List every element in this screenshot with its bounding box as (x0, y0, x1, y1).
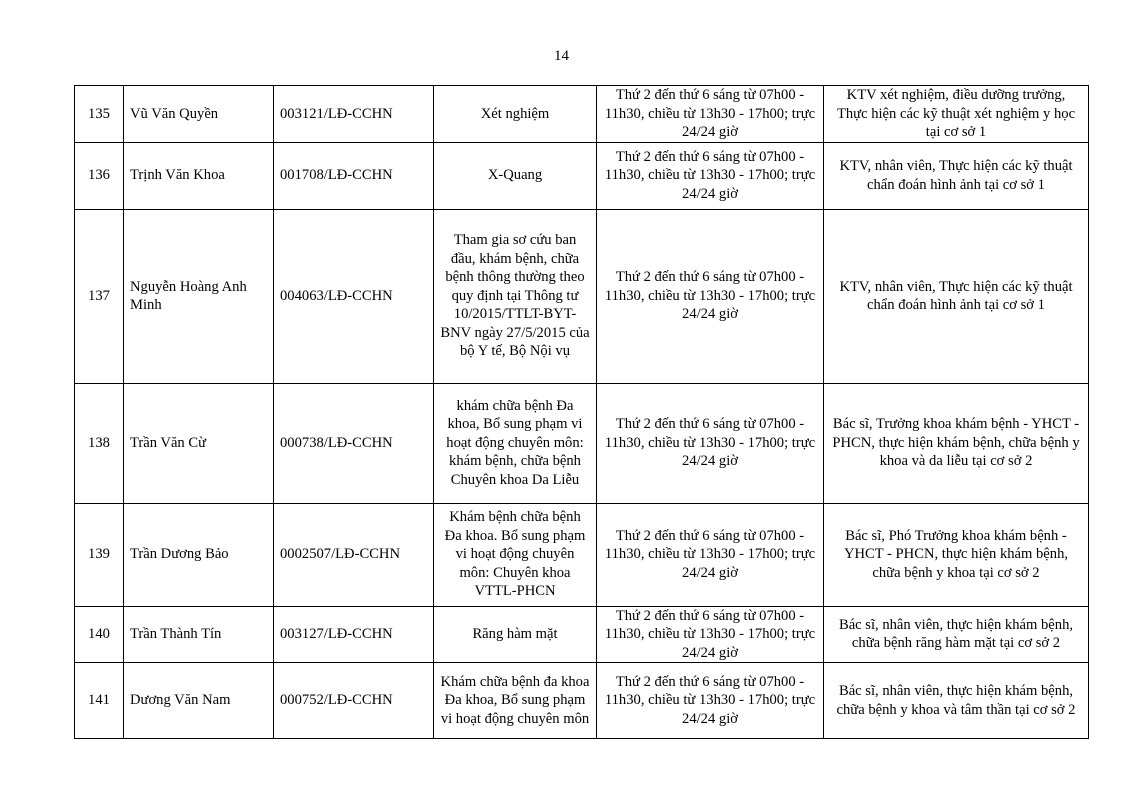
working-hours: Thứ 2 đến thứ 6 sáng từ 07h00 - 11h30, chiều từ 13h30 - 17h00; trực 24/24 giờ (597, 663, 824, 739)
working-hours: Thứ 2 đến thứ 6 sáng từ 07h00 - 11h30, chiều từ 13h30 - 17h00; trực 24/24 giờ (597, 142, 824, 209)
position-role: Bác sĩ, Phó Trưởng khoa khám bệnh - YHCT - PHCN, thực hiện khám bệnh, chữa bệnh y khoa tại cơ sở 2 (824, 503, 1089, 606)
table-row (75, 86, 1089, 143)
position-role: KTV xét nghiệm, điều dưỡng trưởng, Thực hiện các kỹ thuật xét nghiệm y học tại cơ sở 1 (824, 86, 1089, 143)
certificate-number: 000752/LĐ-CCHN (274, 663, 434, 739)
row-number: 141 (75, 663, 124, 739)
row-number: 139 (75, 503, 124, 606)
position-role: Bác sĩ, nhân viên, thực hiện khám bệnh, chữa bệnh răng hàm mặt tại cơ sở 2 (824, 606, 1089, 663)
table-row (75, 606, 1089, 663)
table-row (75, 503, 1089, 606)
staff-name: Nguyễn Hoàng Anh Minh (124, 209, 274, 383)
staff-name: Trần Văn Cừ (124, 383, 274, 503)
staff-name: Trịnh Văn Khoa (124, 142, 274, 209)
page-number: 14 (554, 48, 569, 64)
practice-scope: Xét nghiệm (434, 86, 597, 143)
certificate-number: 003121/LĐ-CCHN (274, 86, 434, 143)
certificate-number: 004063/LĐ-CCHN (274, 209, 434, 383)
position-role: KTV, nhân viên, Thực hiện các kỹ thuật chẩn đoán hình ảnh tại cơ sở 1 (824, 142, 1089, 209)
working-hours: Thứ 2 đến thứ 6 sáng từ 07h00 - 11h30, chiều từ 13h30 - 17h00; trực 24/24 giờ (597, 383, 824, 503)
row-number: 140 (75, 606, 124, 663)
position-role: Bác sĩ, nhân viên, thực hiện khám bệnh, chữa bệnh y khoa và tâm thần tại cơ sở 2 (824, 663, 1089, 739)
working-hours: Thứ 2 đến thứ 6 sáng từ 07h00 - 11h30, chiều từ 13h30 - 17h00; trực 24/24 giờ (597, 86, 824, 143)
working-hours: Thứ 2 đến thứ 6 sáng từ 07h00 - 11h30, chiều từ 13h30 - 17h00; trực 24/24 giờ (597, 606, 824, 663)
row-number: 138 (75, 383, 124, 503)
working-hours: Thứ 2 đến thứ 6 sáng từ 07h00 - 11h30, chiều từ 13h30 - 17h00; trực 24/24 giờ (597, 209, 824, 383)
certificate-number: 001708/LĐ-CCHN (274, 142, 434, 209)
table-row (75, 383, 1089, 503)
staff-table (74, 85, 1089, 739)
position-role: Bác sĩ, Trưởng khoa khám bệnh - YHCT - PHCN, thực hiện khám bệnh, chữa bệnh y khoa và da liễu tại cơ sở 2 (824, 383, 1089, 503)
staff-name: Trần Thành Tín (124, 606, 274, 663)
practice-scope: Khám chữa bệnh đa khoa Đa khoa, Bổ sung phạm vi hoạt động chuyên môn (434, 663, 597, 739)
position-role: KTV, nhân viên, Thực hiện các kỹ thuật chẩn đoán hình ảnh tại cơ sở 1 (824, 209, 1089, 383)
certificate-number: 0002507/LĐ-CCHN (274, 503, 434, 606)
practice-scope: X-Quang (434, 142, 597, 209)
practice-scope: khám chữa bệnh Đa khoa, Bổ sung phạm vi hoạt động chuyên môn: khám bệnh, chữa bệnh Chuyên khoa Da Liễu (434, 383, 597, 503)
practice-scope: Răng hàm mặt (434, 606, 597, 663)
staff-name: Trần Dương Bảo (124, 503, 274, 606)
certificate-number: 000738/LĐ-CCHN (274, 383, 434, 503)
practice-scope: Tham gia sơ cứu ban đầu, khám bệnh, chữa bệnh thông thường theo quy định tại Thông tư 10/2015/TTLT-BYT-BNV ngày 27/5/2015 của bộ Y tế, Bộ Nội vụ (434, 209, 597, 383)
row-number: 135 (75, 86, 124, 143)
table-row (75, 663, 1089, 739)
table-row (75, 142, 1089, 209)
certificate-number: 003127/LĐ-CCHN (274, 606, 434, 663)
row-number: 136 (75, 142, 124, 209)
staff-name: Dương Văn Nam (124, 663, 274, 739)
table-row (75, 209, 1089, 383)
staff-name: Vũ Văn Quyền (124, 86, 274, 143)
practice-scope: Khám bệnh chữa bệnh Đa khoa. Bổ sung phạm vi hoạt động chuyên môn: Chuyên khoa VTTL-PHCN (434, 503, 597, 606)
working-hours: Thứ 2 đến thứ 6 sáng từ 07h00 - 11h30, chiều từ 13h30 - 17h00; trực 24/24 giờ (597, 503, 824, 606)
row-number: 137 (75, 209, 124, 383)
